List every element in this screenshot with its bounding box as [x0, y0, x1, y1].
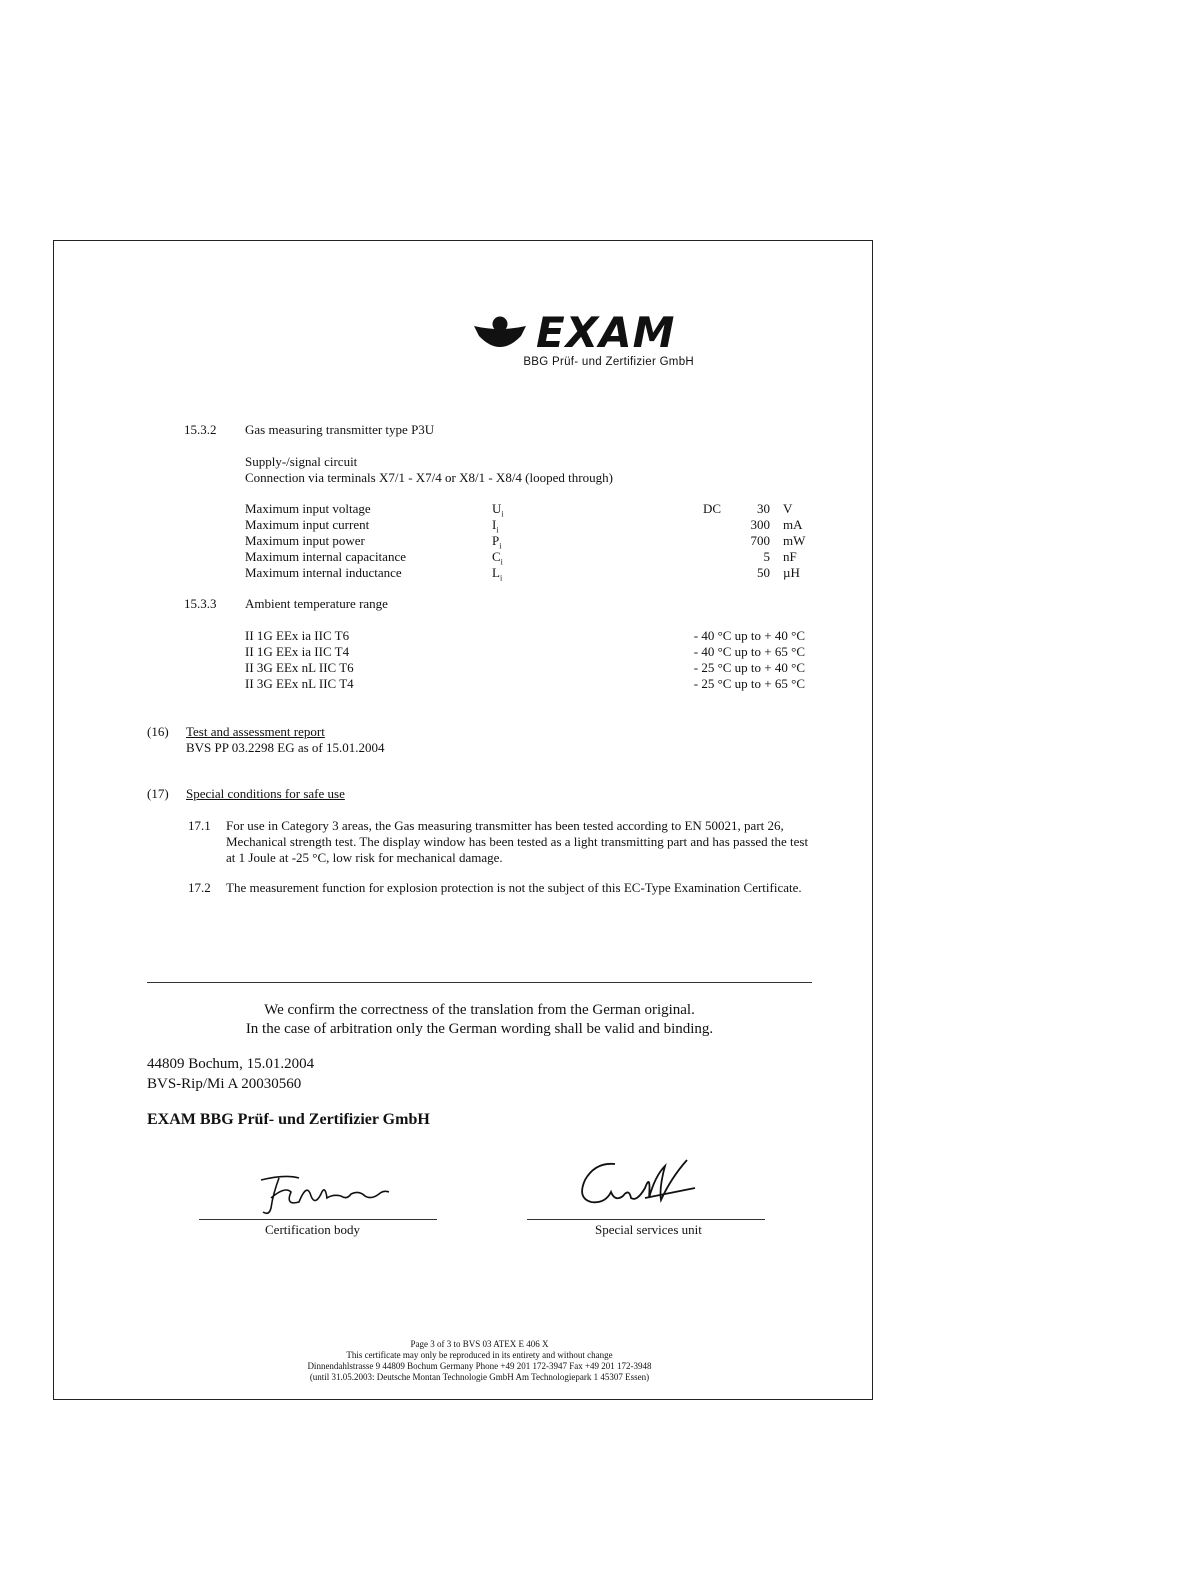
section-title: Special conditions for safe use	[186, 786, 345, 801]
arbitration-line: In the case of arbitration only the German wording shall be valid and binding.	[245, 1021, 714, 1037]
parameter-symbol: $C_i$	[492, 549, 503, 567]
section-number: 15.3.2	[184, 422, 217, 437]
parameter-row	[245, 517, 805, 533]
divider	[147, 982, 812, 983]
parameter-unit: nF	[783, 549, 797, 564]
section-number: 15.3.3	[184, 596, 217, 611]
company-name: EXAM BBG Prüf- und Zertifizier GmbH	[147, 1111, 430, 1128]
footer-reproduction-note: This certificate may only be reproduced in its entirety and without change	[346, 1350, 613, 1360]
parameter-row	[245, 533, 805, 549]
parameter-dc: DC	[703, 501, 722, 516]
temperature-range: - 40 °C up to + 65 °C	[693, 644, 805, 659]
parameter-row	[245, 501, 805, 517]
parameter-value: 50	[757, 565, 770, 580]
confirmation-line: We confirm the correctness of the translation from the German original.	[264, 1002, 695, 1018]
condition-text: The measurement function for explosion protection is not the subject of this EC-Type Examination Certificate.	[226, 880, 802, 895]
parameter-label: Maximum internal inductance	[245, 565, 402, 580]
parameter-label: Maximum input current	[245, 517, 370, 532]
parameter-label: Maximum internal capacitance	[245, 549, 406, 564]
footer-address: Dinnendahlstrasse 9 44809 Bochum Germany Phone +49 201 172-3947 Fax +49 201 172-3948	[307, 1361, 652, 1371]
circuit-label: Supply-/signal circuit	[245, 454, 358, 469]
signature-line-right	[527, 1219, 765, 1220]
parameter-label: Maximum input power	[245, 533, 365, 548]
protection-class: II 1G EEx ia IIC T6	[245, 628, 350, 643]
condition-number: 17.1	[188, 818, 211, 833]
temperature-range: - 25 °C up to + 65 °C	[693, 676, 805, 691]
protection-class: II 3G EEx nL IIC T6	[245, 660, 354, 675]
certification-body-label: Certification body	[265, 1222, 360, 1237]
condition-text: For use in Category 3 areas, the Gas measuring transmitter has been tested according to EN 50021, part 26, Mechanical strength test. The display window has been tested as a light transmitting part and has passed the test at 1 Joule at -25 °C, low risk for mechanical damage.	[226, 818, 809, 865]
temperature-row	[245, 660, 805, 676]
reference-number: BVS-Rip/Mi A 20030560	[147, 1076, 302, 1092]
parameter-unit: µH	[783, 565, 800, 580]
parameter-value: 700	[750, 533, 770, 548]
parameter-value: 5	[763, 549, 770, 564]
protection-class: II 1G EEx ia IIC T4	[245, 644, 350, 659]
report-reference: BVS PP 03.2298 EG as of 15.01.2004	[186, 740, 385, 755]
logo-subtitle: BBG Prüf- und Zertifizier GmbH	[523, 356, 694, 368]
signature-line-left	[199, 1219, 437, 1220]
parameter-unit: mA	[783, 517, 803, 532]
signature-left-icon	[255, 1172, 395, 1218]
exam-logo-mark-icon	[474, 316, 526, 350]
temperature-row	[245, 628, 805, 644]
condition-number: 17.2	[188, 880, 211, 895]
exam-logo	[474, 308, 694, 372]
section-number: (16)	[147, 724, 169, 739]
temperature-range: - 40 °C up to + 40 °C	[693, 628, 805, 643]
parameter-symbol: $U_i$	[492, 501, 504, 519]
section-title: Ambient temperature range	[245, 596, 388, 611]
parameter-value: 30	[757, 501, 770, 516]
section-title: Test and assessment report	[186, 724, 325, 739]
parameter-row	[245, 549, 805, 565]
parameter-value: 300	[750, 517, 770, 532]
temperature-row	[245, 644, 805, 660]
place-date: 44809 Bochum, 15.01.2004	[147, 1056, 315, 1072]
protection-class: II 3G EEx nL IIC T4	[245, 676, 354, 691]
parameter-unit: mW	[783, 533, 806, 548]
parameter-label: Maximum input voltage	[245, 501, 371, 516]
section-number: (17)	[147, 786, 169, 801]
footer-page-info: Page 3 of 3 to BVS 03 ATEX E 406 X	[410, 1339, 549, 1349]
parameter-symbol: $P_i$	[492, 533, 502, 551]
parameter-unit: V	[783, 501, 793, 516]
parameter-symbol: $L_i$	[492, 565, 503, 583]
temperature-row	[245, 676, 805, 692]
connection-text: Connection via terminals X7/1 - X7/4 or X8/1 - X8/4 (looped through)	[245, 470, 613, 485]
parameter-row	[245, 565, 805, 581]
special-services-label: Special services unit	[595, 1222, 702, 1237]
parameter-symbol: $I_i$	[492, 517, 499, 535]
logo-wordmark: EXAM	[536, 308, 676, 357]
section-title: Gas measuring transmitter type P3U	[245, 422, 435, 437]
temperature-range: - 25 °C up to + 40 °C	[693, 660, 805, 675]
signature-right-icon	[575, 1158, 705, 1216]
footer-former-address: (until 31.05.2003: Deutsche Montan Technologie GmbH Am Technologiepark 1 45307 Essen)	[309, 1372, 650, 1382]
